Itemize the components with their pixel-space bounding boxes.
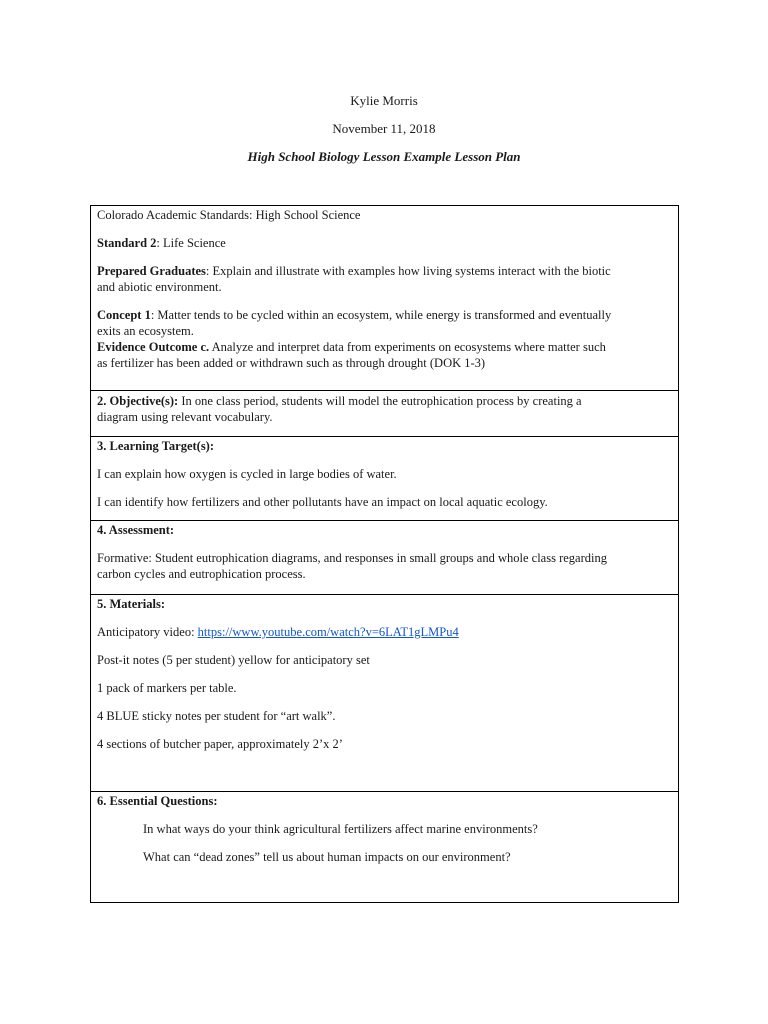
essential-questions-label: 6. Essential Questions:: [97, 794, 218, 808]
essential-questions-section: [91, 791, 678, 902]
anticipatory-video-line: [97, 624, 672, 640]
evidence-outcome-value: Analyze and interpret data from experiments on ecosystems where matter such: [209, 340, 606, 354]
concept-value: : Matter tends to be cycled within an ecosystem, while energy is transformed and eventually: [150, 308, 612, 322]
objective-continued: diagram using relevant vocabulary.: [97, 410, 273, 424]
anticipatory-video-label: Anticipatory video:: [97, 625, 198, 639]
essential-question-item: In what ways do your think agricultural fertilizers affect marine environments?: [143, 822, 538, 836]
evidence-outcome-continued: as fertilizer has been added or withdrawn such as through drought (DOK 1-3): [97, 356, 486, 370]
objective-section: [91, 390, 678, 436]
objective-text: In one class period, students will model the eutrophication process by creating a: [178, 394, 582, 408]
standard-line: [97, 235, 672, 251]
document-title: High School Biology Lesson Example Lesson Plan: [247, 149, 521, 164]
essential-question-item: What can “dead zones” tell us about human impacts on our environment?: [143, 850, 511, 864]
assessment-label: 4. Assessment:: [97, 523, 175, 537]
learning-targets-section: [91, 436, 678, 520]
academic-standards-text: Colorado Academic Standards: High School Science: [97, 208, 361, 222]
prepared-graduates-label: Prepared Graduates: [97, 264, 206, 278]
material-item: 4 BLUE sticky notes per student for “art walk”.: [97, 709, 336, 723]
material-item: Post-it notes (5 per student) yellow for anticipatory set: [97, 653, 370, 667]
material-item: 4 sections of butcher paper, approximately 2’x 2’: [97, 737, 343, 751]
concept-line: [97, 307, 672, 323]
objective-line: [97, 391, 672, 409]
prepared-graduates-continued: and abiotic environment.: [97, 280, 222, 294]
learning-targets-label: 3. Learning Target(s):: [97, 439, 215, 453]
evidence-outcome-line: [97, 339, 672, 355]
objective-label: 2. Objective(s):: [97, 394, 179, 408]
evidence-outcome-label: Evidence Outcome c.: [97, 340, 210, 354]
assessment-continued: carbon cycles and eutrophication process.: [97, 567, 306, 581]
material-item: 1 pack of markers per table.: [97, 681, 237, 695]
lesson-plan-table: [90, 205, 679, 903]
learning-target-item: I can identify how fertilizers and other pollutants have an impact on local aquatic ecology.: [97, 495, 548, 509]
standard-value: : Life Science: [156, 236, 226, 250]
prepared-graduates-value: : Explain and illustrate with examples how living systems interact with the biotic: [205, 264, 611, 278]
standard-label: Standard 2: [97, 236, 157, 250]
standards-section: [91, 206, 678, 390]
materials-section: [91, 594, 678, 791]
document-date: November 11, 2018: [332, 121, 436, 136]
author-name: Kylie Morris: [350, 93, 418, 108]
assessment-section: [91, 520, 678, 594]
concept-continued: exits an ecosystem.: [97, 324, 194, 338]
materials-label: 5. Materials:: [97, 597, 166, 611]
learning-target-item: I can explain how oxygen is cycled in large bodies of water.: [97, 467, 397, 481]
assessment-text: Formative: Student eutrophication diagrams, and responses in small groups and whole class regarding: [97, 551, 607, 565]
prepared-graduates-line: [97, 263, 672, 279]
concept-label: Concept 1: [97, 308, 151, 322]
anticipatory-video-link[interactable]: https://www.youtube.com/watch?v=6LAT1gLMPu4: [197, 625, 459, 639]
